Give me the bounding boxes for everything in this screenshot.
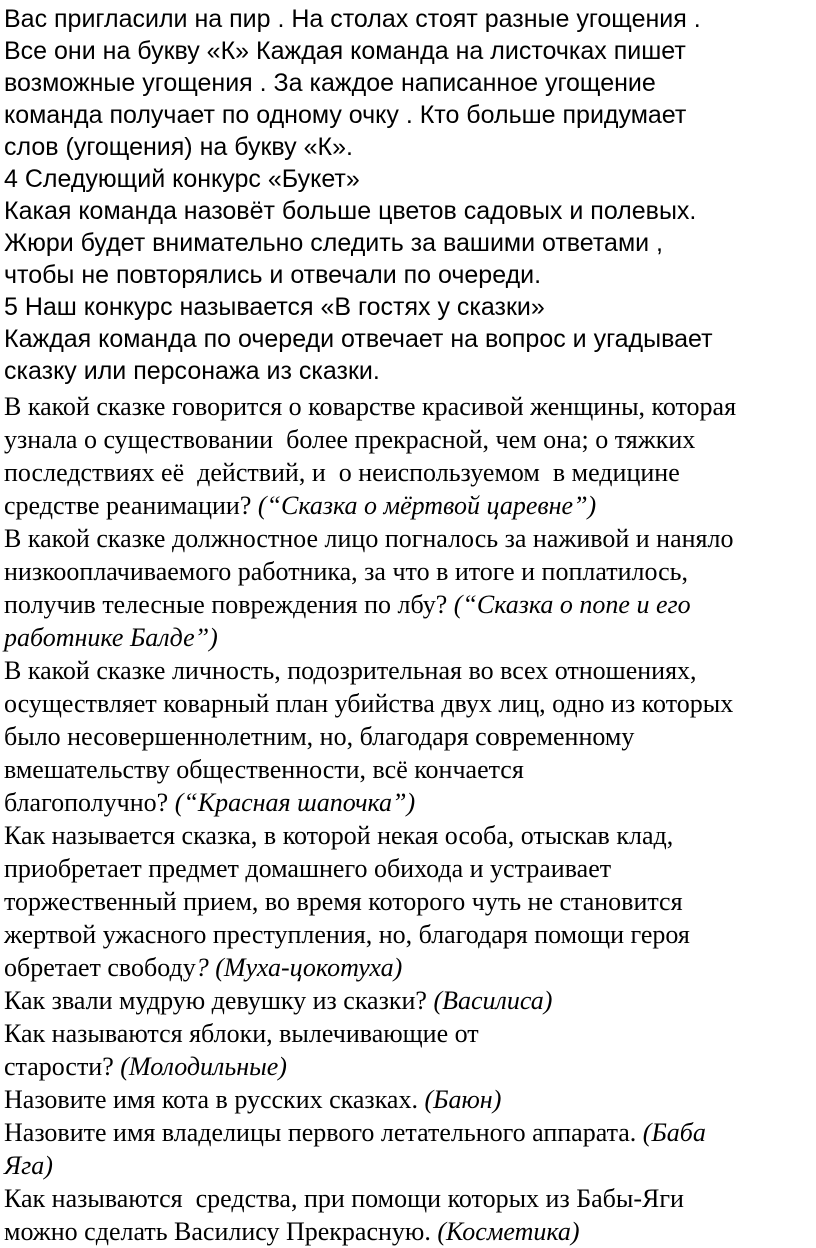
question-line [4, 456, 812, 489]
question-text: Назовите имя кота в русских сказках. [4, 1085, 425, 1114]
question-line [4, 489, 812, 522]
question-text: Как называется сказка, в которой некая особа, отыскав клад, [4, 821, 674, 850]
question-text: было несовершеннолетним, но, благодаря современному [4, 722, 635, 751]
question-text: старости? [4, 1052, 121, 1081]
contest-5-section [4, 291, 812, 387]
intro-line: Все они на букву «К» Каждая команда на листочках пишет [4, 37, 686, 65]
question-line [4, 522, 812, 555]
question-item [4, 1182, 812, 1248]
question-line [4, 1215, 812, 1248]
questions-list [4, 390, 812, 1248]
question-line [4, 852, 812, 885]
intro-line: слов (угощения) на букву «К». [4, 133, 353, 161]
question-line [4, 786, 812, 819]
question-answer: (“Красная шапочка”) [174, 788, 416, 817]
contest-4-line: Какая команда назовёт больше цветов садовых и полевых. [4, 197, 697, 225]
question-line [4, 885, 812, 918]
contest-5-line: Каждая команда по очереди отвечает на вопрос и угадывает [4, 325, 713, 353]
question-item [4, 522, 812, 654]
intro-line: команда получает по одному очку . Кто больше придумает [4, 101, 687, 129]
question-line [4, 951, 812, 984]
question-item [4, 819, 812, 984]
question-text: жертвой ужасного преступления, но, благодаря помощи героя [4, 920, 690, 949]
question-text: торжественный прием, во время которого чуть не становится [4, 887, 683, 916]
question-answer: (Косметика) [437, 1217, 580, 1246]
document-page [4, 0, 812, 1248]
question-answer: (“Сказка о попе и его [453, 590, 691, 619]
question-line [4, 753, 812, 786]
intro-line: возможные угощения . За каждое написанное угощение [4, 69, 656, 97]
question-line [4, 1182, 812, 1215]
question-answer: работнике Балде”) [4, 623, 218, 652]
question-item [4, 1116, 812, 1182]
question-line [4, 654, 812, 687]
question-item [4, 390, 812, 522]
question-line [4, 1116, 812, 1149]
question-text: Как называются средства, при помощи которых из Бабы-Яги [4, 1184, 684, 1213]
question-text: Как звали мудрую девушку из сказки? [4, 986, 434, 1015]
question-answer: ? (Муха-цокотуха) [195, 953, 403, 982]
question-text: осуществляет коварный план убийства двух лиц, одно из которых [4, 689, 734, 718]
question-answer: (Баба [642, 1118, 706, 1147]
question-text: В какой сказке говорится о коварстве красивой женщины, которая [4, 392, 737, 421]
question-text: В какой сказке должностное лицо погналось за наживой и наняло [4, 524, 734, 553]
question-text: вмешательству общественности, всё кончается [4, 755, 524, 784]
question-answer: (“Сказка о мёртвой царевне”) [257, 491, 597, 520]
question-answer: (Василиса) [433, 986, 553, 1015]
question-text: В какой сказке личность, подозрительная во всех отношениях, [4, 656, 697, 685]
question-text: Назовите имя владелицы первого летательного аппарата. [4, 1118, 643, 1147]
question-line [4, 588, 812, 621]
question-text: обретает свободу [4, 953, 196, 982]
question-text: узнала о существовании более прекрасной, чем она; о тяжких [4, 425, 696, 454]
question-text: благополучно? [4, 788, 175, 817]
question-text: средстве реанимации? [4, 491, 258, 520]
question-item [4, 1083, 812, 1116]
contest-4-line: чтобы не повторялись и отвечали по очереди. [4, 261, 542, 289]
question-text: Как называются яблоки, вылечивающие от [4, 1019, 479, 1048]
question-item [4, 654, 812, 819]
question-line [4, 918, 812, 951]
question-text: можно сделать Василису Прекрасную. [4, 1217, 438, 1246]
question-line [4, 1149, 812, 1182]
question-line [4, 720, 812, 753]
question-answer: Яга) [4, 1151, 53, 1180]
contest-4-section [4, 163, 812, 291]
question-line [4, 984, 812, 1017]
question-answer: (Молодильные) [120, 1052, 287, 1081]
question-text: низкооплачиваемого работника, за что в итоге и поплатилось, [4, 557, 689, 586]
question-line [4, 390, 812, 423]
question-text: последствиях её действий, и о неиспользуемом в медицине [4, 458, 680, 487]
question-answer: (Баюн) [424, 1085, 502, 1114]
contest-4-title: 4 Следующий конкурс «Букет» [4, 165, 360, 193]
contest-5-title: 5 Наш конкурс называется «В гостях у сказки» [4, 293, 545, 321]
intro-line: Вас пригласили на пир . На столах стоят разные угощения . [4, 5, 701, 33]
question-line [4, 687, 812, 720]
question-item [4, 984, 812, 1017]
question-line [4, 819, 812, 852]
question-line [4, 423, 812, 456]
question-line [4, 555, 812, 588]
question-line [4, 1083, 812, 1116]
question-line [4, 1017, 812, 1050]
question-item [4, 1017, 812, 1083]
intro-paragraph [4, 0, 812, 163]
contest-4-line: Жюри будет внимательно следить за вашими ответами , [4, 229, 663, 257]
question-text: приобретает предмет домашнего обихода и устраивает [4, 854, 612, 883]
contest-5-line: сказку или персонажа из сказки. [4, 357, 380, 385]
question-line [4, 621, 812, 654]
question-text: получив телесные повреждения по лбу? [4, 590, 454, 619]
question-line [4, 1050, 812, 1083]
